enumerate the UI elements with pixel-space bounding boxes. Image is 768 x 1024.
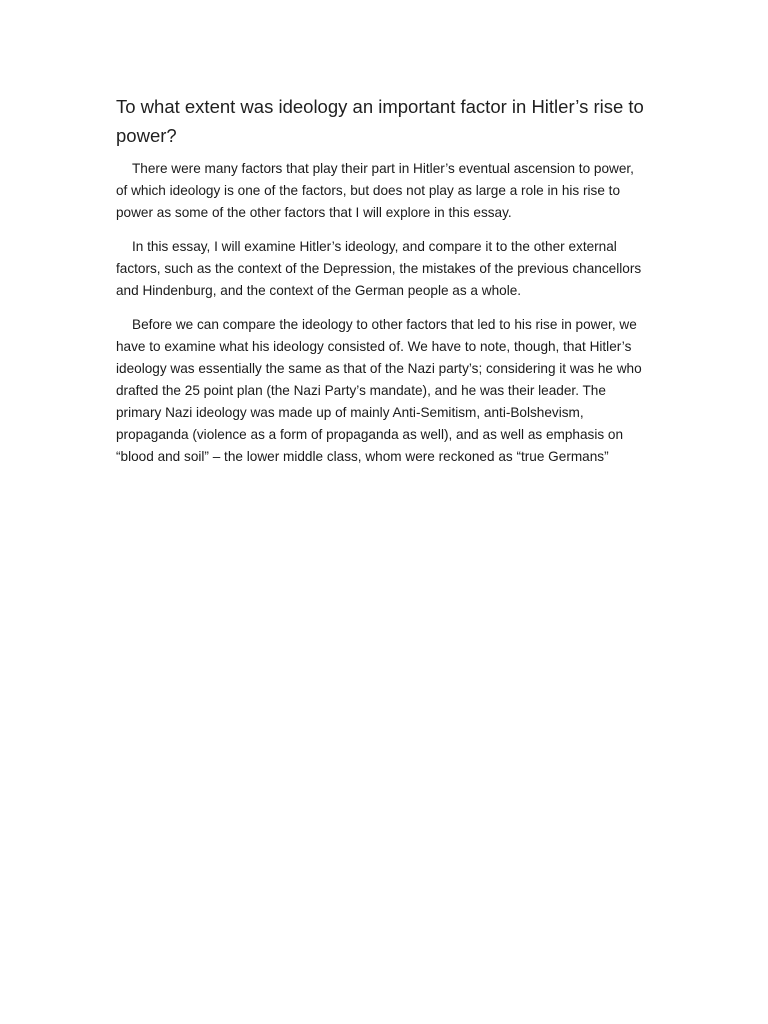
- essay-title: To what extent was ideology an important factor in Hitler’s rise to power?: [116, 96, 644, 146]
- document-body: [116, 92, 646, 480]
- paragraph-overview: In this essay, I will examine Hitler’s ideology, and compare it to the other external factors, such as the context of the Depression, the mistakes of the previous chancellors and Hindenburg, and the context of the German people as a whole.: [116, 239, 642, 298]
- paragraph-ideology: Before we can compare the ideology to other factors that led to his rise in power, we have to examine what his ideology consisted of. We have to note, though, that Hitler’s ideology was essentially the same as that of the Nazi party’s; considering it was he who drafted the 25 point plan (the Nazi Party’s mandate), and he was their leader. The primary Nazi ideology was made up of mainly Anti-Semitism, anti-Bolshevism, propaganda (violence as a form of propaganda as well), and as well as emphasis on “blood and soil” – the lower middle class, whom were reckoned as “true Germans”: [116, 317, 642, 464]
- paragraph-intro: There were many factors that play their part in Hitler’s eventual ascension to power, of which ideology is one of the factors, but does not play as large a role in his rise to power as some of the other factors that I will explore in this essay.: [116, 161, 634, 220]
